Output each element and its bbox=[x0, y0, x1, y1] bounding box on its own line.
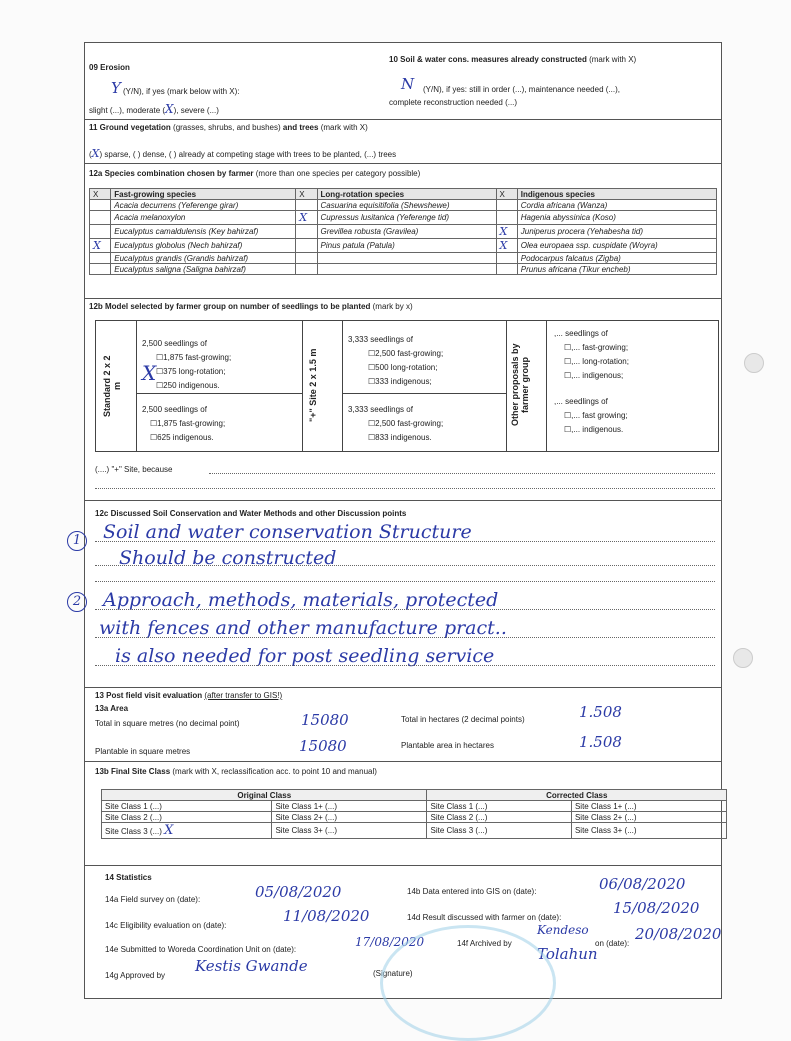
fast-species-name: Eucalyptus saligna (Saligna bahirzaf) bbox=[111, 264, 296, 275]
std2-item: ☐ 1,875 fast-growing; bbox=[150, 419, 225, 428]
divider bbox=[85, 687, 721, 688]
fast-species-name: Acacia decurrens (Yeferenge girar) bbox=[111, 200, 296, 211]
signature-label: (Signature) bbox=[373, 969, 413, 978]
long-mark bbox=[296, 225, 317, 239]
s13-title bbox=[95, 691, 282, 700]
oth1-item: ☐ ,... indigenous; bbox=[564, 371, 623, 380]
col-x: X bbox=[296, 189, 317, 200]
s10-answer: N bbox=[401, 75, 415, 93]
orig-cell-text: Site Class 3 (...) bbox=[105, 827, 162, 836]
divider bbox=[85, 865, 721, 866]
indig-mark bbox=[496, 211, 517, 225]
species-row bbox=[90, 225, 717, 239]
std1-item: ☐ 1,875 fast-growing; bbox=[156, 353, 231, 362]
long-species-name bbox=[317, 253, 496, 264]
model-box bbox=[95, 320, 719, 452]
s10-line2: complete reconstruction needed (...) bbox=[389, 98, 518, 107]
orig-cell: Site Class 1+ (...) bbox=[272, 801, 427, 812]
std-mark: X bbox=[142, 361, 157, 385]
orig-cell: Site Class 3+ (...) bbox=[272, 823, 427, 839]
discussion-line: with fences and other manufacture pract.. bbox=[99, 617, 507, 639]
indig-mark bbox=[496, 200, 517, 211]
discussion-line: Should be constructed bbox=[119, 547, 337, 569]
s10-line1: (Y/N), if yes: still in order (...), maintenance needed (...), bbox=[423, 85, 620, 94]
s12a-title-tail: (more than one species per category possible) bbox=[255, 169, 421, 178]
field-survey-label: 14a Field survey on (date): bbox=[105, 895, 201, 904]
fast-species-name: Eucalyptus camaldulensis (Key bahirzaf) bbox=[111, 225, 296, 239]
s09-line2a: slight (...), moderate ( bbox=[89, 106, 166, 115]
note-number-1: 1 bbox=[67, 531, 87, 551]
divider bbox=[85, 298, 721, 299]
corr-cell: Site Class 1 (...) bbox=[427, 801, 571, 812]
s11-line: (X) sparse, ( ) dense, ( ) already at competing stage with trees to be planted, (...) trees bbox=[89, 147, 397, 160]
oth2-item: ☐ ,... fast growing; bbox=[564, 411, 628, 420]
divider bbox=[85, 163, 721, 164]
archived-by-name: Kendeso bbox=[537, 923, 589, 937]
corr-cell: Site Class 2 (...) bbox=[427, 812, 571, 823]
indig-species-name: Prunus africana (Tikur encheb) bbox=[517, 264, 716, 275]
long-species-name: Pinus patula (Patula) bbox=[317, 239, 496, 253]
orig-cell: Site Class 2 (...) bbox=[102, 812, 272, 823]
long-mark bbox=[296, 200, 317, 211]
std2-item: ☐ 625 indigenous. bbox=[150, 433, 214, 442]
fast-mark bbox=[90, 264, 111, 275]
long-mark bbox=[296, 239, 317, 253]
oth2-head: ,... seedlings of bbox=[554, 397, 608, 406]
fast-mark: X bbox=[90, 239, 111, 253]
because-label: (....) "+" Site, because bbox=[95, 465, 173, 474]
s12b-title-tail: (mark by x) bbox=[372, 302, 413, 311]
indig-mark bbox=[496, 264, 517, 275]
species-row bbox=[90, 239, 717, 253]
s11-title-tail: (mark with X) bbox=[320, 123, 368, 132]
std1-item: ☐ 250 indigenous. bbox=[156, 381, 220, 390]
indig-species-name: Olea europaea ssp. cuspidate (Woyra) bbox=[517, 239, 716, 253]
s13b-title-tail: (mark with X, reclassification acc. to point 10 and manual) bbox=[172, 767, 377, 776]
approved-label: 14g Approved by bbox=[105, 971, 166, 980]
col-x: X bbox=[496, 189, 517, 200]
signature: Tolahun bbox=[537, 945, 598, 963]
s12a-title bbox=[89, 169, 420, 178]
submitted-date: 17/08/2020 bbox=[355, 935, 425, 949]
s13b-title-bold: 13b Final Site Class bbox=[95, 767, 171, 776]
plus1-head: 3,333 seedlings of bbox=[348, 335, 413, 344]
plus1-item: ☐ 2,500 fast-growing; bbox=[368, 349, 443, 358]
fast-species-name: Eucalyptus grandis (Grandis bahirzaf) bbox=[111, 253, 296, 264]
indig-mark: X bbox=[496, 225, 517, 239]
indig-species-name: Juniperus procera (Yehabesha tid) bbox=[517, 225, 716, 239]
divider bbox=[85, 119, 721, 120]
long-mark bbox=[296, 253, 317, 264]
long-species-name: Casuarina equisitifolia (Shewshewe) bbox=[317, 200, 496, 211]
long-species-name bbox=[317, 264, 496, 275]
fast-header: Fast-growing species bbox=[111, 189, 296, 200]
total-ha-value: 1.508 bbox=[579, 703, 622, 721]
s13b-title bbox=[95, 767, 377, 776]
s12b-title bbox=[89, 302, 413, 311]
indig-species-name: Hagenia abyssinica (Koso) bbox=[517, 211, 716, 225]
plus2-head: 3,333 seedlings of bbox=[348, 405, 413, 414]
corr-header: Corrected Class bbox=[427, 790, 727, 801]
plus-label: "+" Site 2 x 1.5 m bbox=[308, 348, 318, 422]
other-label: Other proposals by farmer group bbox=[510, 343, 530, 427]
long-mark bbox=[296, 264, 317, 275]
eligibility-label: 14c Eligibility evaluation on (date): bbox=[105, 921, 227, 930]
submitted-label: 14e Submitted to Woreda Coordination Unit on (date): bbox=[105, 945, 297, 954]
result-discussed-date: 15/08/2020 bbox=[613, 899, 700, 917]
punch-hole bbox=[744, 353, 764, 373]
species-row bbox=[90, 264, 717, 275]
s09-line2b: ), severe (...) bbox=[173, 106, 219, 115]
indig-mark: X bbox=[496, 239, 517, 253]
indig-mark bbox=[496, 253, 517, 264]
s09-line1: (Y/N), if yes (mark below with X): bbox=[123, 87, 240, 96]
discussion-line: is also needed for post seedling service bbox=[115, 645, 495, 667]
species-table bbox=[89, 188, 717, 275]
long-species-name: Cupressus lusitanica (Yeferenge tid) bbox=[317, 211, 496, 225]
species-row bbox=[90, 211, 717, 225]
s13-title-bold: 13 Post field visit evaluation bbox=[95, 691, 203, 700]
oth1-item: ☐ ,... fast-growing; bbox=[564, 343, 628, 352]
s09-line2 bbox=[89, 102, 219, 116]
divider bbox=[85, 500, 721, 501]
plant-ha-label: Plantable area in hectares bbox=[401, 741, 494, 750]
discussion-line: Soil and water conservation Structure bbox=[103, 521, 472, 543]
s12a-title-bold: 12a Species combination chosen by farmer bbox=[89, 169, 254, 178]
std-label: Standard 2 x 2 m bbox=[102, 355, 122, 417]
long-mark: X bbox=[296, 211, 317, 225]
plus1-item: ☐ 333 indigenous; bbox=[368, 377, 432, 386]
s10-title-bold: 10 Soil & water cons. measures already constructed bbox=[389, 55, 587, 64]
col-x: X bbox=[90, 189, 111, 200]
discussion-line: Approach, methods, materials, protected bbox=[103, 589, 499, 611]
oth1-head: ,... seedlings of bbox=[554, 329, 608, 338]
fast-mark bbox=[90, 200, 111, 211]
orig-header: Original Class bbox=[102, 790, 427, 801]
archived-date: 20/08/2020 bbox=[635, 925, 722, 943]
species-row bbox=[90, 200, 717, 211]
site-class-table bbox=[101, 789, 727, 839]
s09-answer: Y bbox=[111, 79, 121, 97]
form-sheet bbox=[72, 42, 722, 999]
corr-cell: Site Class 3 (...) bbox=[427, 823, 571, 839]
s11-mark: X bbox=[91, 147, 100, 160]
s14-title: 14 Statistics bbox=[105, 873, 152, 882]
s11-title-bold: 11 Ground vegetation bbox=[89, 123, 171, 132]
total-sqm-label: Total in square metres (no decimal point) bbox=[95, 719, 240, 728]
s11-title-mid: (grasses, shrubs, and bushes) bbox=[173, 123, 281, 132]
corr-cell: Site Class 1+ (...) bbox=[571, 801, 726, 812]
fast-mark bbox=[90, 211, 111, 225]
fast-species-name: Eucalyptus globolus (Nech bahirzaf) bbox=[111, 239, 296, 253]
oth1-item: ☐ ,... long-rotation; bbox=[564, 357, 629, 366]
indig-species-name: Cordia africana (Wanza) bbox=[517, 200, 716, 211]
long-species-name: Grevillea robusta (Gravilea) bbox=[317, 225, 496, 239]
std2-head: 2,500 seedlings of bbox=[142, 405, 207, 414]
std1-item: ☐ 375 long-rotation; bbox=[156, 367, 225, 376]
s11-title-and: and trees bbox=[282, 123, 319, 132]
gis-entry-label: 14b Data entered into GIS on (date): bbox=[407, 887, 537, 896]
plus2-item: ☐ 2,500 fast-growing; bbox=[368, 419, 443, 428]
approved-by-name: Kestis Gwande bbox=[195, 957, 308, 975]
s12b-title-bold: 12b Model selected by farmer group on number of seedlings to be planted bbox=[89, 302, 371, 311]
fast-mark bbox=[90, 253, 111, 264]
total-sqm-value: 15080 bbox=[301, 711, 349, 729]
result-discussed-label: 14d Result discussed with farmer on (date): bbox=[407, 913, 562, 922]
divider bbox=[85, 761, 721, 762]
plus1-item: ☐ 500 long-rotation; bbox=[368, 363, 437, 372]
oth2-item: ☐ ,... indigenous. bbox=[564, 425, 623, 434]
s09-mark: X bbox=[165, 102, 174, 116]
s11-text: sparse, ( ) dense, ( ) already at competing stage with trees to be planted, (...) trees bbox=[104, 150, 397, 159]
archived-on-label: on (date): bbox=[595, 939, 630, 948]
s09-title: 09 Erosion bbox=[89, 63, 130, 72]
eligibility-date: 11/08/2020 bbox=[283, 907, 370, 925]
note-number-2: 2 bbox=[67, 592, 87, 612]
total-ha-label: Total in hectares (2 decimal points) bbox=[401, 715, 525, 724]
s10-title-tail: (mark with X) bbox=[589, 55, 637, 64]
indig-header: Indigenous species bbox=[517, 189, 716, 200]
field-survey-date: 05/08/2020 bbox=[255, 883, 342, 901]
corr-cell: Site Class 3+ (...) bbox=[571, 823, 726, 839]
fast-mark bbox=[90, 225, 111, 239]
plant-sqm-value: 15080 bbox=[299, 737, 347, 755]
std1-head: 2,500 seedlings of bbox=[142, 339, 207, 348]
plant-ha-value: 1.508 bbox=[579, 733, 622, 751]
archived-label: 14f Archived by bbox=[457, 939, 512, 948]
species-row bbox=[90, 253, 717, 264]
fast-species-name: Acacia melanoxylon bbox=[111, 211, 296, 225]
long-header: Long-rotation species bbox=[317, 189, 496, 200]
s13a-title: 13a Area bbox=[95, 704, 129, 713]
s10-title bbox=[389, 55, 636, 64]
s11-title bbox=[89, 123, 368, 132]
orig-cell: Site Class 1 (...) bbox=[102, 801, 272, 812]
s13-title-tail: (after transfer to GIS!) bbox=[204, 691, 283, 700]
plant-sqm-label: Plantable in square metres bbox=[95, 747, 191, 756]
orig-cell-marked bbox=[102, 823, 272, 839]
plus2-item: ☐ 833 indigenous. bbox=[368, 433, 432, 442]
indig-species-name: Podocarpus falcatus (Zigba) bbox=[517, 253, 716, 264]
corr-cell: Site Class 2+ (...) bbox=[571, 812, 726, 823]
orig-cell: Site Class 2+ (...) bbox=[272, 812, 427, 823]
orig-mark: X bbox=[164, 823, 174, 838]
s12c-title: 12c Discussed Soil Conservation and Water Methods and other Discussion points bbox=[95, 509, 407, 518]
punch-hole bbox=[733, 648, 753, 668]
gis-entry-date: 06/08/2020 bbox=[599, 875, 686, 893]
